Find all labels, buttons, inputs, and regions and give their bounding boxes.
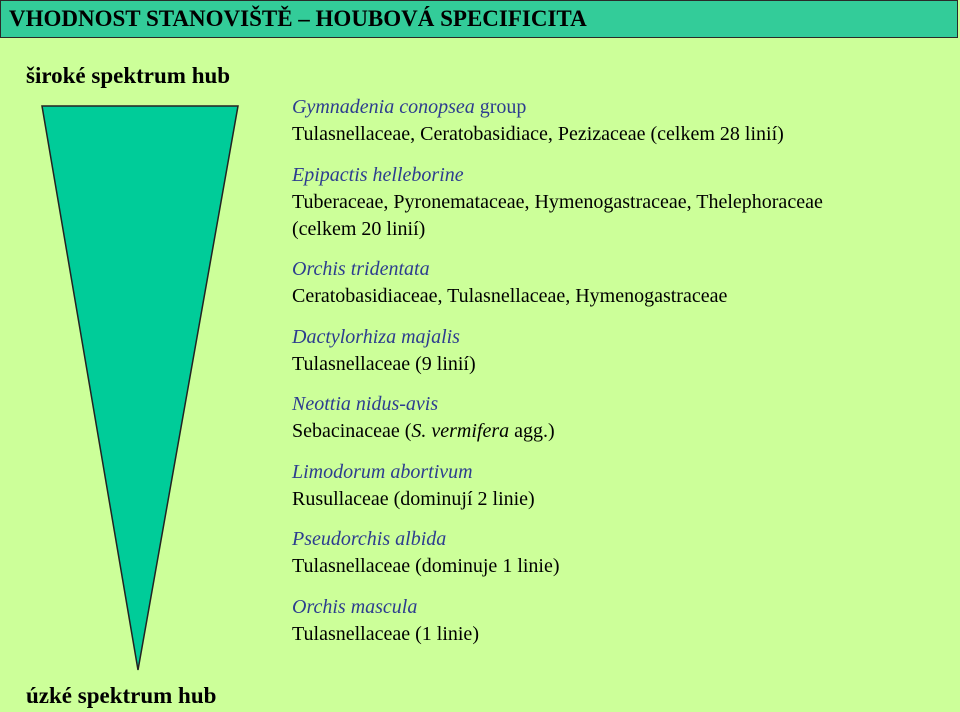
species-suffix: group (474, 96, 527, 118)
fungi-families (292, 418, 952, 445)
fungi-families: Tulasnellaceae (dominuje 1 linie) (292, 555, 560, 577)
list-item (292, 391, 952, 445)
list-item (292, 162, 952, 243)
fungi-species-italic: S. vermifera (411, 420, 510, 442)
list-item (292, 459, 952, 513)
title-bar (0, 0, 958, 38)
fungi-families: Tulasnellaceae, Ceratobasidiace, Pezizaceae (celkem 28 linií) (292, 123, 784, 145)
fungi-text: Sebacinaceae ( (292, 420, 412, 442)
species-name: Orchis tridentata (292, 258, 430, 280)
wide-spectrum-label: široké spektrum hub (26, 63, 231, 88)
list-item (292, 324, 952, 378)
fungi-families: Tulasnellaceae (1 linie) (292, 622, 479, 645)
list-item (292, 594, 952, 648)
narrow-spectrum-label: úzké spektrum hub (26, 683, 217, 708)
species-name: Gymnadenia conopsea (292, 96, 475, 118)
fungi-families: Rusullaceae (dominují 2 linie) (292, 487, 535, 510)
species-name: Dactylorhiza majalis (292, 325, 460, 348)
species-name: Neottia nidus-avis (292, 393, 439, 415)
list-item (292, 526, 952, 580)
fungi-families: (celkem 20 linií) (292, 217, 426, 240)
species-name: Epipactis helleborine (292, 163, 464, 186)
page-title: VHODNOST STANOVIŠTĚ – HOUBOVÁ SPECIFICITA (9, 6, 587, 31)
fungi-text: agg.) (509, 420, 555, 442)
species-name: Orchis mascula (292, 595, 418, 618)
species-list (292, 94, 952, 661)
species-name: Pseudorchis albida (292, 528, 447, 550)
fungi-families: Tulasnellaceae (9 linií) (292, 352, 476, 375)
list-item (292, 256, 952, 310)
list-item (292, 94, 952, 148)
fungi-families: Tuberaceae, Pyronemataceae, Hymenogastraceae, Thelephoraceae (292, 190, 823, 213)
species-name: Limodorum abortivum (292, 460, 473, 483)
specificity-triangle (40, 104, 240, 672)
species-line (292, 94, 952, 121)
fungi-families: Ceratobasidiaceae, Tulasnellaceae, Hymenogastraceae (292, 285, 728, 307)
